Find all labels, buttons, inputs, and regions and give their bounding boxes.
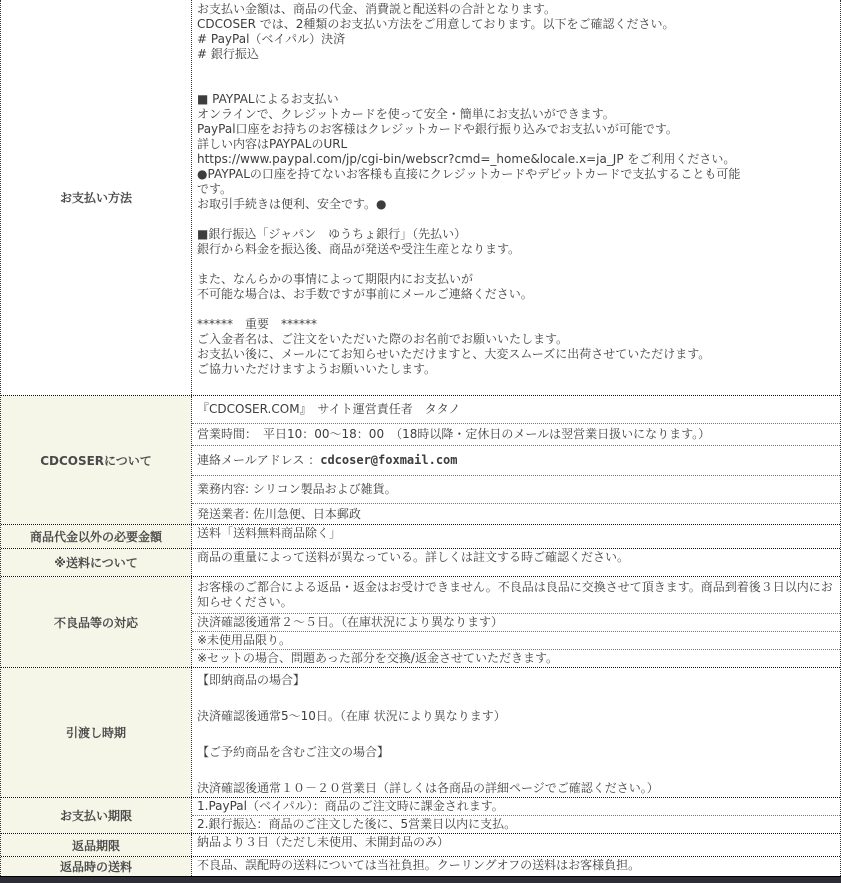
delivery-line: 【ご予約商品を含むご注文の場合】 xyxy=(197,745,390,759)
section-return-deadline xyxy=(1,833,840,856)
payment-line: CDCOSER では、2種類のお支払い方法をご用意しております。以下をご確認ください。 xyxy=(197,17,675,31)
section-delivery-time xyxy=(1,667,840,797)
blank-line xyxy=(197,212,836,227)
contact-label: 連絡メールアドレス ： xyxy=(197,453,321,467)
blank-line xyxy=(197,689,836,707)
section-payment-method xyxy=(1,0,840,395)
about-business-content: 業務内容: シリコン製品および雑貨。 xyxy=(192,475,840,503)
paypal-url-text: https://www.paypal.com/jp/cgi-bin/webscr?cmd=_home&locale.x=ja_JP をご利用ください。 xyxy=(197,152,736,166)
extra-fees-text: 送料「送料無料商品除く」 xyxy=(197,526,342,540)
section-return-shipping xyxy=(1,856,840,876)
contact-email: cdcoser@foxmail.com xyxy=(320,453,458,467)
about-site-operator: 『CDCOSER.COM』 サイト運営責任者 タタノ xyxy=(197,402,461,416)
payment-line: 不可能な場合は、お手数ですが事前にメールご連絡ください。 xyxy=(197,287,533,301)
about-business-hours: 営業時間： 平日10：00～18：00 （18時以降・定休日のメールは翌営業日扱いになります。） xyxy=(192,423,840,445)
blank-line xyxy=(197,761,836,779)
payment-line: # 銀行振込 xyxy=(197,47,259,61)
blank-line xyxy=(197,62,836,77)
section-extra-fees xyxy=(1,524,840,548)
blank-line xyxy=(197,377,836,392)
payment-line: です。 xyxy=(197,182,233,196)
next-section-divider-bar xyxy=(0,876,841,883)
section-defective-items xyxy=(1,576,840,667)
blank-line xyxy=(197,725,836,743)
payment-line: PayPal口座をお持ちのお客様はクレジットカードや銀行振り込みでお支払いが可能です。 xyxy=(197,122,678,136)
blank-line xyxy=(197,302,836,317)
row-label-shipping-note: ※送料について xyxy=(1,549,191,576)
defective-policy-text: お客様のご都合による返品・返金はお受けできません。不良品は良品に交換させて頂きます。商品到着後３日以内にお知らせください。 xyxy=(197,580,833,609)
row-label-return-shipping: 返品時の送料 xyxy=(1,857,191,876)
payment-line: 銀行から料金を振込後、商品が発送や受注生産となります。 xyxy=(197,242,521,256)
row-label-extra-fees: 商品代金以外の必要金額 xyxy=(1,525,191,548)
payment-line: 詳しい内容はPAYPALのURL xyxy=(197,137,348,151)
shipping-note-text: 商品の重量によって送料が異なっている。詳しくは註文する時ご確認ください。 xyxy=(197,550,630,564)
paypal-heading: ■ PAYPALによるお支払い xyxy=(197,92,339,106)
payment-line: ●PAYPALの口座を持てないお客様も直接にクレジットカードやデビットカードで支払することも可能 xyxy=(197,167,741,181)
row-label-delivery: 引渡し時期 xyxy=(1,668,191,797)
section-about-cdcoser xyxy=(1,395,840,524)
payment-deadline-bank: 2.銀行振込：商品のご注文した後に、5営業日以内に支払。 xyxy=(192,815,840,833)
delivery-text xyxy=(192,668,840,797)
defective-set-policy: ※セットの場合、問題あった部分を交換/返金させていただきます。 xyxy=(192,649,840,667)
payment-line: # PayPal（ベイパル）決済 xyxy=(197,32,346,46)
delivery-line: 決済確認後通常5～10日。（在庫 状況により異なります） xyxy=(197,709,506,723)
blank-line xyxy=(197,77,836,92)
payment-line: お取引手続きは便利、安全です。● xyxy=(197,197,387,211)
row-label-payment-method: お支払い方法 xyxy=(1,0,191,395)
defective-unused-only: ※未使用品限り。 xyxy=(192,631,840,649)
delivery-line: 【即納商品の場合】 xyxy=(197,673,306,687)
payment-line: お支払い後に、メールにてお知らせいただけますと、大変スムーズに出荷させていただけます。 xyxy=(197,347,711,361)
blank-line xyxy=(197,257,836,272)
payment-deadline-paypal: 1.PayPal（ベイパル）：商品のご注文時に課金されます。 xyxy=(197,799,504,813)
payment-line: また、なんらかの事情によって期限内にお支払いが xyxy=(197,272,474,286)
payment-method-text xyxy=(192,0,840,392)
defective-processing-time: 決済確認後通常２～５日。（在庫状況により異なります） xyxy=(192,613,840,631)
return-deadline-text: 納品より３日（ただし未使用、未開封品のみ） xyxy=(197,835,450,849)
delivery-line: 決済確認後通常１０－２０営業日（詳しくは各商品の詳細ページでご確認ください。） xyxy=(197,781,659,795)
payment-line: お支払い金額は、商品の代金、消費説と配送料の合計となります。 xyxy=(197,2,557,16)
bank-transfer-heading: ■銀行振込「ジャパン ゆうちょ銀行」（先払い） xyxy=(197,227,467,241)
payment-line: ご協力いただけますようお願いいたします。 xyxy=(197,362,437,376)
about-contact-row xyxy=(192,445,840,475)
about-shipping-carriers: 発送業者: 佐川急便、日本郵政 xyxy=(192,503,840,524)
payment-line: オンラインで、クレジットカードを使って安全・簡単にお支払いができます。 xyxy=(197,107,615,121)
row-label-defective: 不良品等の対応 xyxy=(1,577,191,667)
section-shipping-note xyxy=(1,548,840,576)
payment-line: ご入金者名は、ご注文をいただいた際のお名前でお願いいたします。 xyxy=(197,332,569,346)
row-label-return-deadline: 返品期限 xyxy=(1,834,191,856)
return-shipping-text: 不良品、誤配時の送料については当社負担。クーリングオフの送料はお客様負担。 xyxy=(197,858,641,872)
important-heading: ****** 重要 ****** xyxy=(197,317,318,331)
section-payment-deadline xyxy=(1,797,840,833)
row-label-payment-deadline: お支払い期限 xyxy=(1,798,191,833)
row-label-about: CDCOSERについて xyxy=(1,396,191,524)
